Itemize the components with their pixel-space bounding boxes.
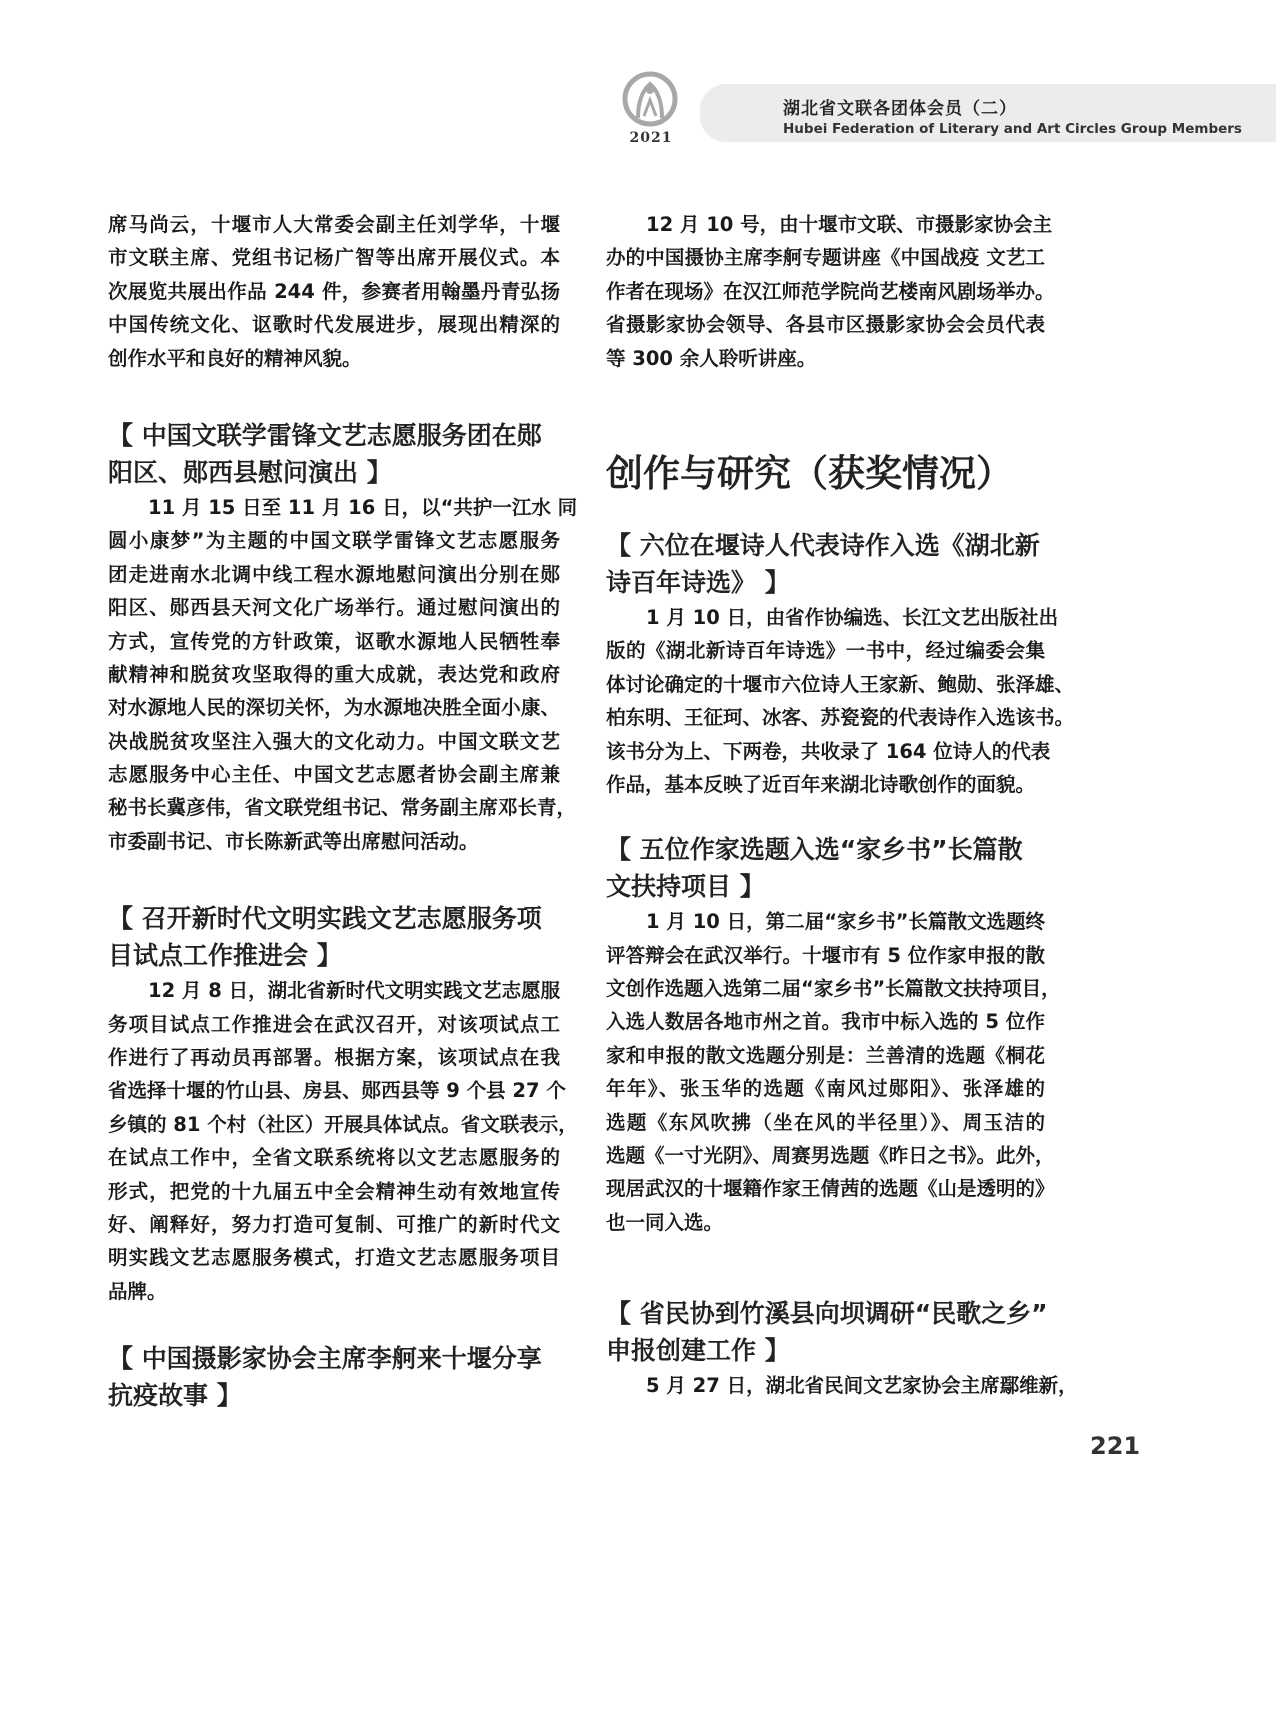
text-line: 中国传统文化、讴歌时代发展进步，展现出精深的 [108, 313, 560, 337]
paragraph [606, 601, 1075, 801]
paragraph [108, 974, 578, 1308]
heading-line: 申报创建工作 】 [606, 1336, 790, 1366]
text-line: 对水源地人民的深切关怀，为水源地决胜全面小康、 [108, 696, 560, 720]
paragraph [606, 905, 1061, 1239]
text-line: 评答辩会在武汉举行。十堰市有 5 位作家申报的散 [606, 943, 1045, 967]
text-line: 柏东明、王征珂、冰客、苏瓷瓷的代表诗作入选该书。 [606, 706, 1075, 730]
article-heading [606, 831, 1045, 905]
page-number: 221 [1090, 1432, 1141, 1460]
text-line: 省选择十堰的竹山县、房县、郧西县等 9 个县 27 个 [108, 1079, 566, 1103]
heading-line: 抗疫故事 】 [108, 1381, 242, 1411]
heading-line: 阳区、郧西县慰问演出 】 [108, 457, 392, 487]
text-line: 选题《一寸光阴》、周赛男选题《昨日之书》。此外， [606, 1144, 1055, 1168]
heading-line: 【 五位作家选题入选“家乡书”长篇散 [606, 835, 1023, 865]
text-line: 办的中国摄协主席李舸专题讲座《中国战疫 文艺工 [606, 246, 1045, 270]
header-year: 2021 [629, 130, 673, 146]
text-line: 献精神和脱贫攻坚取得的重大成就，表达党和政府 [108, 662, 560, 686]
article-heading [606, 1295, 1048, 1369]
text-line: 方式，宣传党的方针政策，讴歌水源地人民牺牲奉 [108, 629, 560, 653]
text-line: 圆小康梦”为主题的中国文联学雷锋文艺志愿服务 [108, 529, 560, 553]
text-line: 市委副书记、市长陈新武等出席慰问活动。 [108, 829, 479, 853]
heading-line: 【 省民协到竹溪县向坝调研“民歌之乡” [606, 1299, 1048, 1329]
text-line: 务项目试点工作推进会在武汉召开，对该项试点工 [108, 1012, 560, 1036]
paragraph [108, 491, 578, 858]
paragraph [108, 208, 560, 375]
header-subtitle: Hubei Federation of Literary and Art Circles Group Members [783, 121, 1242, 137]
heading-line: 【 中国文联学雷锋文艺志愿服务团在郧 [108, 420, 542, 450]
heading-line: 【 召开新时代文明实践文艺志愿服务项 [108, 904, 542, 934]
article-heading [606, 527, 1045, 601]
text-line: 志愿服务中心主任、中国文艺志愿者协会副主席兼 [108, 763, 560, 787]
text-line: 席马尚云，十堰市人大常委会副主任刘学华，十堰 [108, 213, 560, 236]
text-line: 1 月 10 日，由省作协编选、长江文艺出版社出 [646, 605, 1059, 629]
text-line: 好、阐释好，努力打造可复制、可推广的新时代文 [108, 1212, 560, 1236]
text-line: 12 月 8 日，湖北省新时代文明实践文艺志愿服 [148, 979, 561, 1003]
text-line: 5 月 27 日，湖北省民间文艺家协会主席鄢维新， [646, 1374, 1078, 1398]
text-line: 秘书长冀彦伟，省文联党组书记、常务副主席邓长青， [108, 796, 577, 820]
text-line: 作品，基本反映了近百年来湖北诗歌创作的面貌。 [606, 772, 1036, 796]
text-line: 家和申报的散文选题分别是：兰善清的选题《桐花 [606, 1043, 1045, 1067]
text-line: 创作水平和良好的精神风貌。 [108, 346, 362, 370]
heading-line: 诗百年诗选》 】 [606, 567, 790, 597]
text-line: 市文联主席、党组书记杨广智等出席开展仪式。本 [108, 246, 560, 270]
text-line: 等 300 余人聆听讲座。 [606, 346, 817, 370]
heading-line: 【 六位在堰诗人代表诗作入选《湖北新 [606, 530, 1040, 560]
text-line: 省摄影家协会领导、各县市区摄影家协会会员代表 [606, 313, 1045, 337]
header-title: 湖北省文联各团体会员（二） [783, 99, 1017, 119]
text-line: 阳区、郧西县天河文化广场举行。通过慰问演出的 [108, 596, 560, 620]
text-line: 选题《东风吹拂（坐在风的半径里）》、周玉洁的 [606, 1110, 1045, 1134]
heading-line: 目试点工作推进会 】 [108, 941, 342, 971]
text-line: 文创作选题入选第二届“家乡书”长篇散文扶持项目， [606, 977, 1061, 1001]
left-column [108, 208, 578, 1414]
text-line: 乡镇的 81 个村（社区）开展具体试点。省文联表示， [108, 1112, 578, 1136]
article-heading [108, 900, 560, 974]
text-line: 团走进南水北调中线工程水源地慰问演出分别在郧 [108, 562, 560, 586]
text-line: 作者在现场》在汉江师范学院尚艺楼南风剧场举办。 [606, 279, 1055, 303]
paragraph [606, 208, 1055, 375]
text-line: 在试点工作中，全省文联系统将以文艺志愿服务的 [108, 1146, 560, 1170]
text-line: 形式，把党的十九届五中全会精神生动有效地宣传 [108, 1179, 560, 1203]
text-line: 品牌。 [108, 1279, 167, 1303]
text-line: 12 月 10 号，由十堰市文联、市摄影家协会主 [646, 213, 1053, 236]
text-line: 入选人数居各地市州之首。我市中标入选的 5 位作 [606, 1010, 1045, 1034]
text-line: 年年》、张玉华的选题《南风过郧阳》、张泽雄的 [606, 1077, 1045, 1101]
text-line: 明实践文艺志愿服务模式，打造文艺志愿服务项目 [108, 1246, 560, 1270]
text-line: 版的《湖北新诗百年诗选》一书中，经过编委会集 [606, 639, 1045, 663]
text-line: 11 月 15 日至 11 月 16 日，以“共护一江水 同 [148, 495, 578, 519]
text-line: 作进行了再动员再部署。根据方案，该项试点在我 [108, 1046, 560, 1070]
article-heading [108, 417, 560, 491]
right-column [606, 208, 1078, 1403]
heading-line: 文扶持项目 】 [606, 872, 765, 902]
text-line: 体讨论确定的十堰市六位诗人王家新、鲍勋、张泽雄、 [606, 672, 1075, 696]
text-line: 决战脱贫攻坚注入强大的文化动力。中国文联文艺 [108, 729, 560, 753]
text-line: 该书分为上、下两卷，共收录了 164 位诗人的代表 [606, 739, 1051, 763]
text-line: 次展览共展出作品 244 件，参赛者用翰墨丹青弘扬 [108, 279, 560, 303]
text-line: 1 月 10 日，第二届“家乡书”长篇散文选题终 [646, 910, 1045, 934]
article-heading [108, 1340, 560, 1414]
federation-emblem-icon [621, 70, 679, 128]
text-line: 现居武汉的十堰籍作家王倩茜的选题《山是透明的》 [606, 1177, 1055, 1201]
section-title: 创作与研究（获奖情况） [606, 451, 1013, 495]
paragraph [606, 1369, 1078, 1402]
heading-line: 【 中国摄影家协会主席李舸来十堰分享 [108, 1344, 542, 1374]
text-line: 也一同入选。 [606, 1210, 724, 1234]
